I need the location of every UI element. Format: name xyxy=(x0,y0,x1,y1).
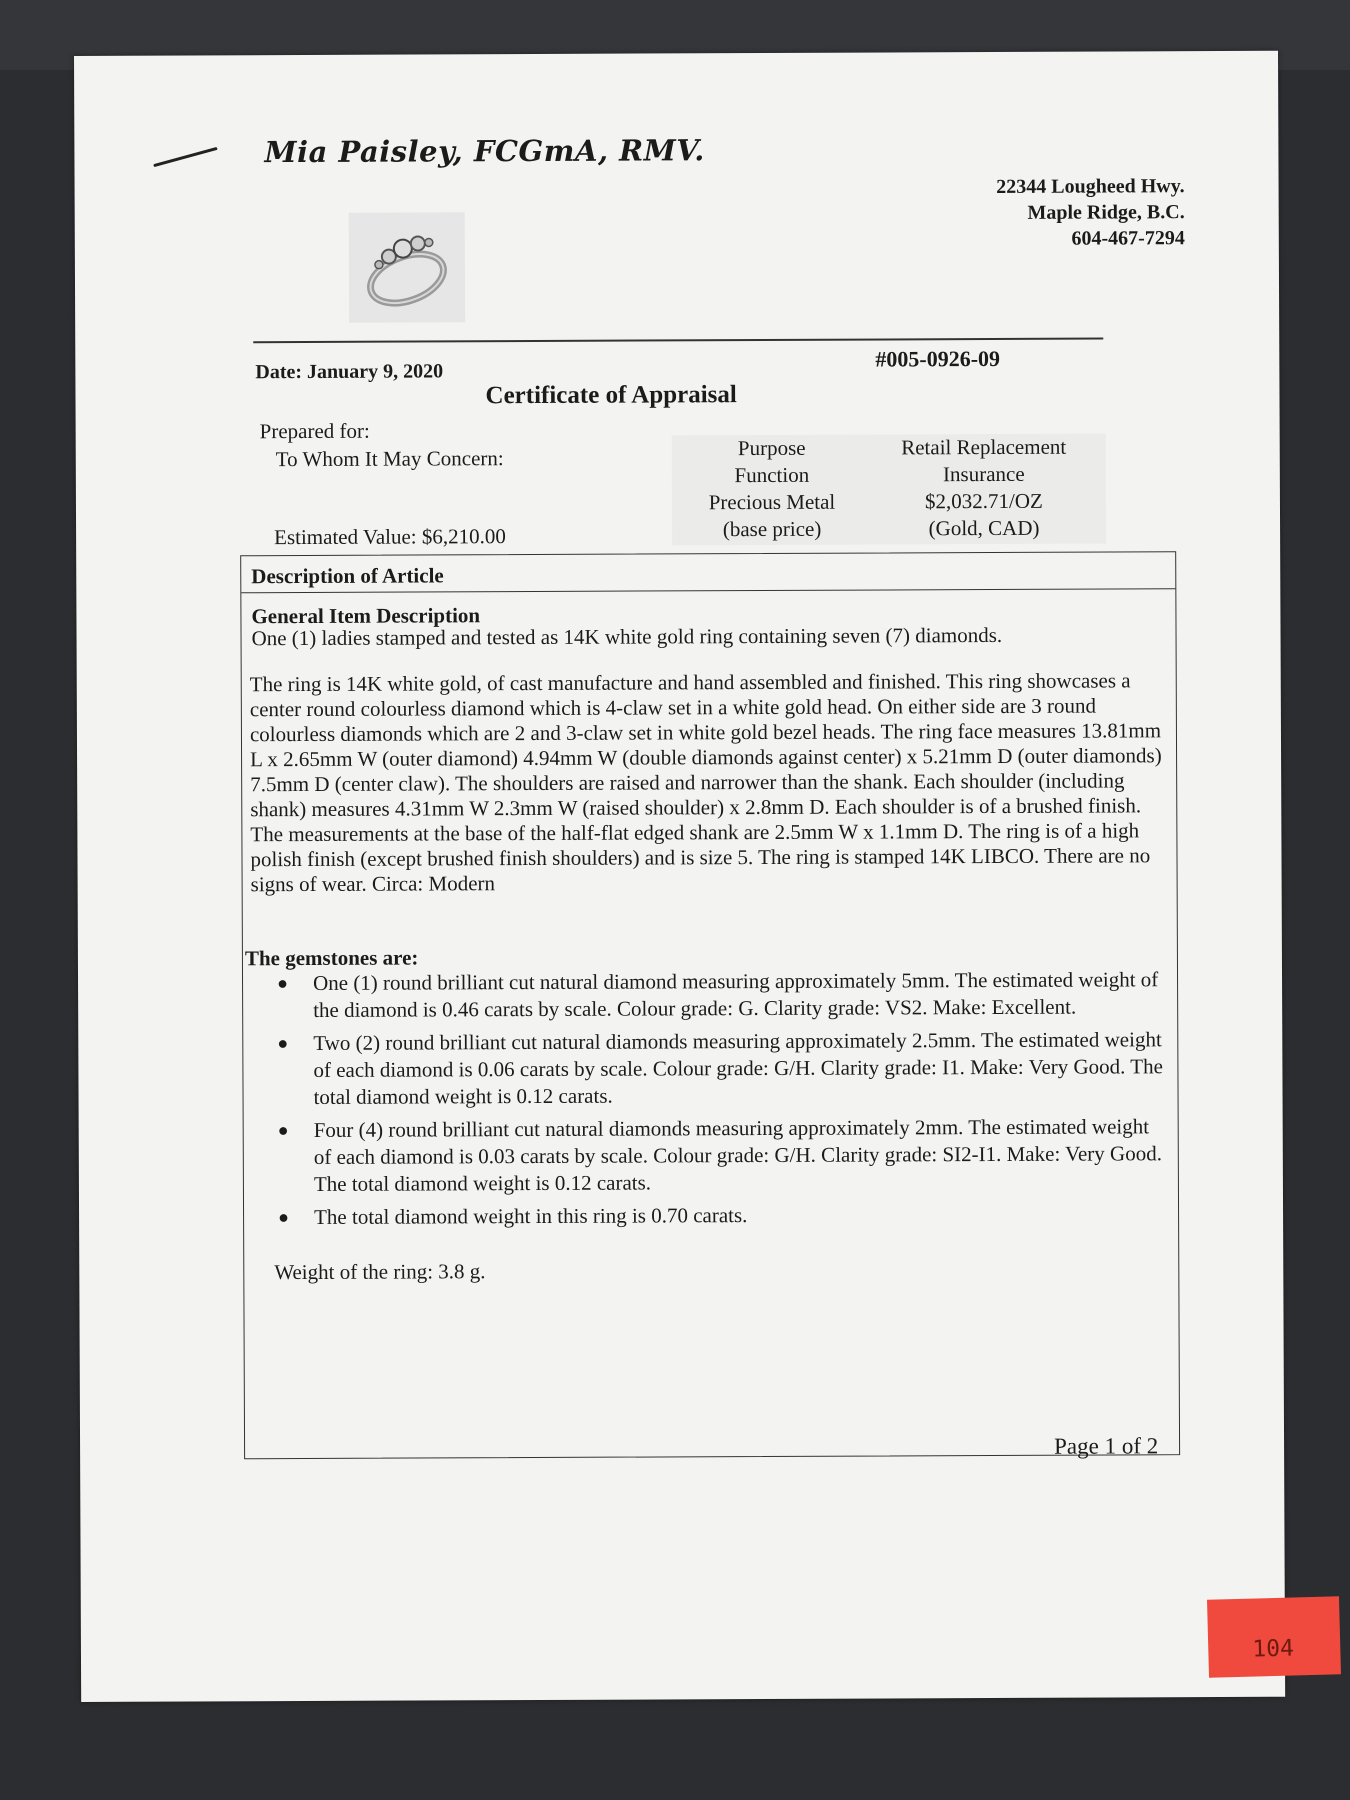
address-street: 22344 Lougheed Hwy. xyxy=(996,175,1185,198)
inventory-tag xyxy=(1207,1596,1341,1677)
ring-description-paragraph: The ring is 14K white gold, of cast manufacture and hand assembled and finished. This ring showcases a center round colourless diamond which is 4-claw set in a white gold head. On either side are 3 round colourless diamonds which are 2 and 3-claw set in white gold bezel heads. The ring face measures 13.81mm L x 2.65mm W (outer diamond) 4.94mm W (double diamonds against center) x 5.21mm D (outer diamonds) 7.5mm D (center claw). The shoulders are raised and narrower than the shank. Each shoulder (including shank) measures 4.31mm W 2.3mm W (raised shoulder) x 2.8mm D. Each shoulder is of a brushed finish. The measurements at the base of the half-flat edged shank are 2.5mm W x 1.1mm D. The ring is of a high polish finish (except brushed finish shoulders) and is size 5. The ring is stamped 14K LIBCO. There are no signs of wear. Circa: Modern xyxy=(249,668,1162,897)
base-price-label: (base price) xyxy=(722,516,822,542)
appraisal-date: Date: January 9, 2020 xyxy=(255,360,444,384)
purpose-values xyxy=(868,434,1100,543)
certificate-title: Certificate of Appraisal xyxy=(485,381,737,410)
tag-number: 104 xyxy=(1251,1635,1295,1663)
gemstone-text: Two (2) round brilliant cut natural diamonds measuring approximately 2.5mm. The estimated weight of each diamond is 0.06 carats by scale. Colour grade: G/H. Clarity grade: I1. Make: Very Good. The total diamond weight is 0.12 carats. xyxy=(313,1027,1163,1109)
ring-photo xyxy=(349,212,465,323)
general-description-line: One (1) ladies stamped and tested as 14K white gold ring containing seven (7) diamonds. xyxy=(251,622,1003,651)
prepared-for-label: Prepared for: xyxy=(259,418,370,444)
purpose-label: Purpose xyxy=(737,435,806,461)
appraisal-document xyxy=(74,51,1285,1702)
purpose-value: Retail Replacement xyxy=(901,434,1067,460)
list-item xyxy=(263,966,1163,1024)
bullet-icon: ● xyxy=(277,973,288,994)
function-value: Insurance xyxy=(942,461,1025,487)
description-heading: Description of Article xyxy=(251,563,444,589)
gemstones-title: The gemstones are: xyxy=(244,945,419,971)
description-header xyxy=(241,552,1175,593)
purpose-labels xyxy=(672,435,872,544)
header-divider xyxy=(253,338,1103,344)
estimated-value: Estimated Value: $6,210.00 xyxy=(274,524,506,550)
list-item xyxy=(263,1026,1163,1111)
bullet-icon: ● xyxy=(277,1120,289,1141)
purpose-table xyxy=(672,434,1106,546)
prepared-for-block xyxy=(260,416,504,473)
gemstone-list xyxy=(263,966,1164,1237)
function-label: Function xyxy=(734,462,810,488)
appraiser-address xyxy=(825,173,1185,253)
general-description-title: General Item Description xyxy=(251,603,481,629)
page-number: Page 1 of 2 xyxy=(1054,1433,1159,1459)
gemstone-text: One (1) round brilliant cut natural diamond measuring approximately 5mm. The estimated weight of the diamond is 0.46 carats by scale. Colour grade: G. Clarity grade: VS2. Make: Excellent. xyxy=(312,967,1159,1022)
pen-mark xyxy=(153,147,217,167)
ring-weight: Weight of the ring: 3.8 g. xyxy=(274,1259,486,1285)
appraiser-name: Mia Paisley, FCGmA, RMV. xyxy=(264,133,705,170)
list-item xyxy=(264,1200,1164,1231)
description-box xyxy=(240,551,1180,1459)
ring-icon xyxy=(349,212,465,323)
list-item xyxy=(264,1113,1164,1198)
bullet-icon: ● xyxy=(277,1033,289,1054)
gemstone-text: Four (4) round brilliant cut natural diamonds measuring approximately 2mm. The estimated weight of each diamond is 0.03 carats by scale. Colour grade: G/H. Clarity grade: SI2-I1. Make: Very Good. The total diamond weight is 0.12 carats. xyxy=(313,1114,1163,1196)
bullet-icon: ● xyxy=(278,1207,289,1228)
precious-metal-label: Precious Metal xyxy=(708,489,836,515)
base-price-value: (Gold, CAD) xyxy=(928,515,1040,541)
address-phone: 604-467-7294 xyxy=(1071,227,1185,250)
prepared-for-recipient: To Whom It May Concern: xyxy=(275,446,504,472)
certificate-number: #005-0926-09 xyxy=(875,345,1001,372)
precious-metal-value: $2,032.71/OZ xyxy=(924,488,1043,514)
address-city: Maple Ridge, B.C. xyxy=(1027,201,1185,224)
gemstone-text: The total diamond weight in this ring is 0.70 carats. xyxy=(314,1203,748,1229)
